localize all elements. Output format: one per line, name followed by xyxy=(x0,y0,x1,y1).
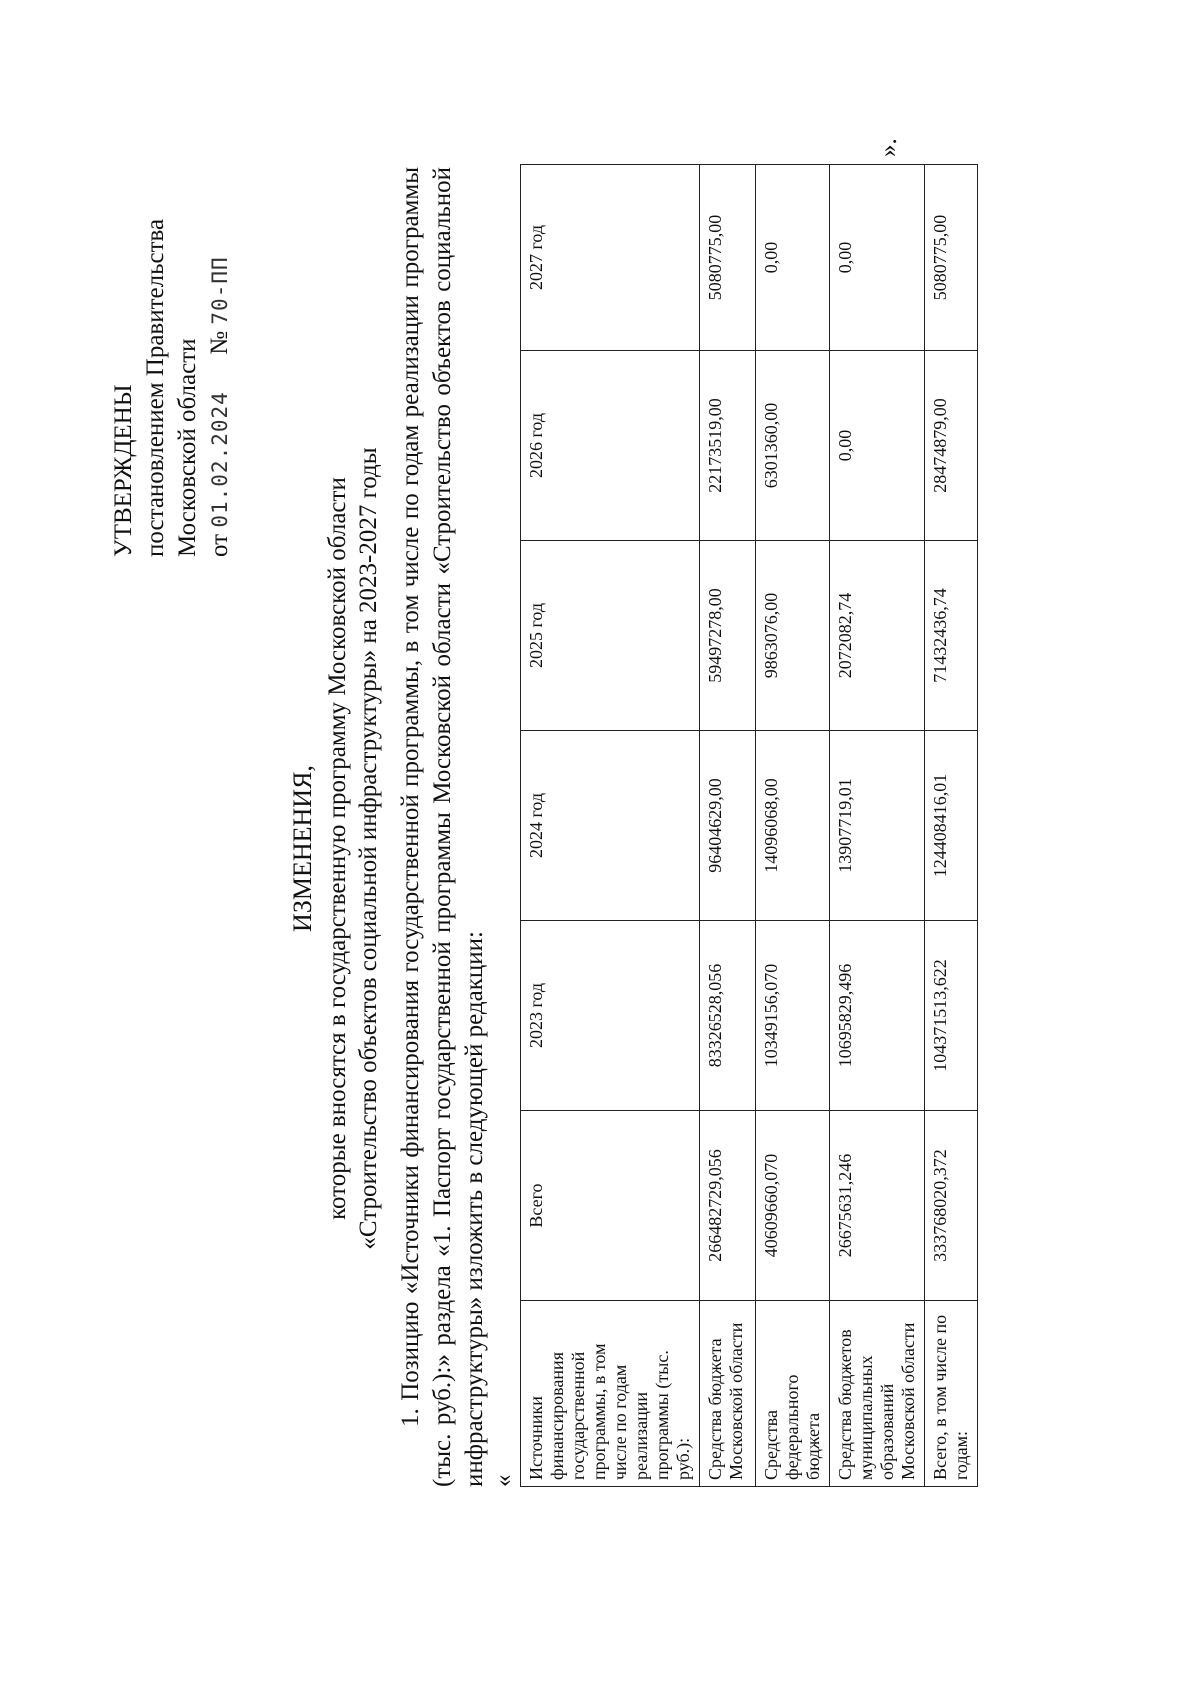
approval-date-line xyxy=(204,219,236,557)
row-label-total: Всего, в том числе по годам: xyxy=(925,1301,978,1487)
approval-heading: УТВЕРЖДЕНЫ xyxy=(110,384,137,557)
table-cell: 59497278,00 xyxy=(700,541,756,731)
table-row xyxy=(756,165,830,1487)
table-cell: 14096068,00 xyxy=(756,731,830,921)
row-label-regional-budget: Средства бюджета Московской области xyxy=(700,1301,756,1487)
header-2023: 2023 год xyxy=(521,921,700,1111)
header-2024: 2024 год xyxy=(521,731,700,921)
approval-date-prefix: от xyxy=(206,533,233,557)
table-cell: 333768020,372 xyxy=(925,1111,978,1301)
table-row xyxy=(700,165,756,1487)
approval-number-sign: № xyxy=(206,330,233,355)
table-cell: 83326528,056 xyxy=(700,921,756,1111)
table-cell: 5080775,00 xyxy=(925,165,978,351)
closing-quote: ». xyxy=(875,138,902,157)
table-cell: 5080775,00 xyxy=(700,165,756,351)
approval-line-region: Московской области xyxy=(174,338,201,557)
subtitle-line-1: которые вносятся в государственную программу Московской области xyxy=(324,477,351,1220)
header-2026: 2026 год xyxy=(521,351,700,541)
table-cell: 6301360,00 xyxy=(756,351,830,541)
table-cell: 104371513,622 xyxy=(925,921,978,1111)
table-cell: 0,00 xyxy=(830,351,925,541)
funding-table xyxy=(520,164,978,1487)
row-label-municipal-budgets: Средства бюджетов муниципальных образований Московской области xyxy=(830,1301,925,1487)
header-2027: 2027 год xyxy=(521,165,700,351)
table-cell: 71432436,74 xyxy=(925,541,978,731)
document-subtitle xyxy=(322,0,384,1697)
approval-line-government: постановлением Правительства xyxy=(142,218,169,557)
table-cell: 124408416,01 xyxy=(925,731,978,921)
table-cell: 10349156,070 xyxy=(756,921,830,1111)
table-cell: 0,00 xyxy=(830,165,925,351)
table-cell: 9863076,00 xyxy=(756,541,830,731)
row-label-federal-budget: Средства федерального бюджета xyxy=(756,1301,830,1487)
approval-stamp xyxy=(108,219,236,557)
table-cell: 22173519,00 xyxy=(700,351,756,541)
table-cell: 26675631,246 xyxy=(830,1111,925,1301)
table-cell: 96404629,00 xyxy=(700,731,756,921)
header-source-label: Источники финансирования государственной программы, в том числе по годам реализации программы (тыс. руб.): xyxy=(521,1301,700,1487)
header-2025: 2025 год xyxy=(521,541,700,731)
table-cell: 266482729,056 xyxy=(700,1111,756,1301)
table-cell: 2072082,74 xyxy=(830,541,925,731)
opening-quote: « xyxy=(490,1474,517,1487)
header-total: Всего xyxy=(521,1111,700,1301)
table-cell: 28474879,00 xyxy=(925,351,978,541)
table-cell: 13907719,01 xyxy=(830,731,925,921)
table-row xyxy=(830,165,925,1487)
subtitle-line-2: «Строительство объектов социальной инфраструктуры» на 2023-2027 годы xyxy=(355,447,382,1250)
table-cell: 10695829,496 xyxy=(830,921,925,1111)
table-cell: 40609660,070 xyxy=(756,1111,830,1301)
document-title: ИЗМЕНЕНИЯ, xyxy=(288,765,317,932)
approval-number-value: 70-ПП xyxy=(208,256,232,325)
table-header-row xyxy=(521,165,700,1487)
amendment-paragraph: 1. Позицию «Источники финансирования государственной программы, в том числе по годам реализации программы (тыс. руб.):» раздела «1. Паспорт государственной программы Московской области «Строительство объектов социальной инфраструктуры» изложить в следующей редакции: xyxy=(397,167,488,1487)
table-cell: 0,00 xyxy=(756,165,830,351)
approval-date-value: 01.02.2024 xyxy=(208,391,232,528)
table-row-total xyxy=(925,165,978,1487)
